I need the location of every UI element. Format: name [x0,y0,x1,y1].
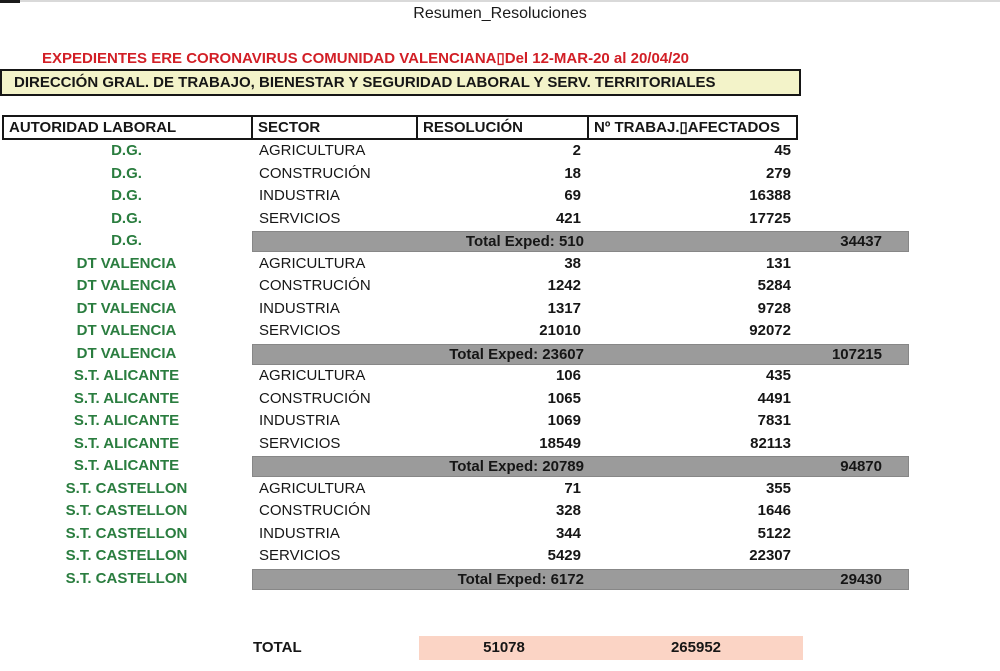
authority-cell: D.G. [111,187,142,204]
group-total-band [252,231,909,252]
resolucion-cell: 21010 [539,322,581,339]
sector-cell: SERVICIOS [259,209,341,227]
afectados-cell: 355 [765,479,791,497]
sector-cell: AGRICULTURA [259,367,366,384]
sector-cell: AGRICULTURA [259,479,366,497]
afectados-cell: 82113 [750,434,791,452]
top-left-mark [0,0,20,3]
table-row [0,253,1000,276]
page-title: Resumen_Resoluciones [413,5,587,22]
table-row [0,545,1000,568]
sector-cell: SERVICIOS [259,322,341,339]
group-total-afectados: 34437 [840,233,882,250]
afectados-cell: 131 [765,254,791,272]
grand-total-label: TOTAL [253,639,302,656]
authority-cell: DT VALENCIA [76,277,177,294]
resolucion-cell: 2 [572,142,581,159]
afectados-cell: 5284 [757,277,791,294]
sector-cell: SERVICIOS [259,434,341,452]
table-row [0,500,1000,523]
afectados-cell: 17725 [749,209,791,227]
afectados-cell: 5122 [757,524,791,542]
table-row [0,523,1000,546]
table-body [0,140,1000,590]
group-total-band [252,456,909,477]
authority-cell: S.T. ALICANTE [73,457,180,474]
table-row [0,410,1000,433]
header-trabajadores-afectados: Nº TRABAJ.▯AFECTADOS [587,115,798,140]
sector-cell: AGRICULTURA [259,254,366,272]
resolucion-cell: 71 [564,479,581,497]
sector-cell: INDUSTRIA [259,187,340,204]
sector-cell: CONSTRUCIÓN [259,164,371,182]
resolucion-cell: 328 [555,502,581,519]
authority-cell: S.T. CASTELLON [65,479,188,497]
group-total-row [0,343,1000,366]
table-row [0,185,1000,208]
top-edge-rule [0,0,1000,2]
group-total-afectados: 29430 [840,570,882,588]
afectados-cell: 435 [765,367,791,384]
group-total-row [0,568,1000,591]
authority-cell: S.T. CASTELLON [65,502,188,519]
resolucion-cell: 421 [555,209,581,227]
sector-cell: CONSTRUCIÓN [259,277,371,294]
authority-cell: S.T. ALICANTE [73,367,180,384]
table-row [0,163,1000,186]
authority-cell: D.G. [111,142,142,159]
authority-cell: D.G. [111,164,142,182]
sector-cell: CONSTRUCIÓN [259,502,371,519]
group-total-label: Total Exped: 6172 [457,570,584,588]
resolucion-cell: 18549 [539,434,581,452]
afectados-cell: 279 [765,164,791,182]
grand-total-band [419,636,803,660]
table-row [0,275,1000,298]
authority-cell: D.G. [111,232,142,249]
table-row [0,298,1000,321]
sector-cell: INDUSTRIA [259,299,340,317]
table-row [0,320,1000,343]
authority-cell: DT VALENCIA [76,322,177,339]
authority-cell: S.T. CASTELLON [65,569,188,587]
group-total-band [252,344,909,365]
header-resolucion: RESOLUCIÓN [416,115,589,140]
header-autoridad-laboral: AUTORIDAD LABORAL [2,115,253,140]
afectados-cell: 22307 [749,547,791,564]
grand-total-row [0,636,1000,660]
table-row [0,478,1000,501]
group-total-afectados: 107215 [831,345,882,363]
table-header-row [2,115,798,140]
group-total-label: Total Exped: 20789 [449,458,584,475]
sector-cell: INDUSTRIA [259,524,340,542]
resolucion-cell: 1317 [547,299,581,317]
authority-cell: S.T. ALICANTE [73,434,180,452]
group-total-row [0,230,1000,253]
report-heading: EXPEDIENTES ERE CORONAVIRUS COMUNIDAD VALENCIANA▯Del 12-MAR-20 al 20/04/20 [42,50,689,67]
grand-total-resoluciones: 51078 [483,639,525,656]
authority-cell: S.T. CASTELLON [65,524,188,542]
group-total-label: Total Exped: 23607 [449,345,584,363]
department-banner: DIRECCIÓN GRAL. DE TRABAJO, BIENESTAR Y SEGURIDAD LABORAL Y SERV. TERRITORIALES [0,69,801,96]
afectados-cell: 92072 [749,322,791,339]
afectados-cell: 1646 [757,502,791,519]
afectados-cell: 45 [774,142,791,159]
table-row [0,433,1000,456]
resolucion-cell: 344 [555,524,581,542]
authority-cell: S.T. ALICANTE [73,412,180,429]
sector-cell: INDUSTRIA [259,412,340,429]
afectados-cell: 4491 [757,389,791,407]
resolucion-cell: 106 [555,367,581,384]
authority-cell: DT VALENCIA [76,344,177,362]
table-row [0,208,1000,231]
afectados-cell: 9728 [757,299,791,317]
authority-cell: DT VALENCIA [76,299,177,317]
header-sector: SECTOR [251,115,418,140]
table-row [0,365,1000,388]
grand-total-afectados: 265952 [670,639,722,656]
group-total-row [0,455,1000,478]
resolucion-cell: 1242 [547,277,581,294]
resolucion-cell: 1065 [547,389,581,407]
resolucion-cell: 5429 [547,547,581,564]
afectados-cell: 16388 [749,187,791,204]
group-total-band [252,569,909,590]
table-row [0,388,1000,411]
resolucion-cell: 18 [564,164,581,182]
sector-cell: SERVICIOS [259,547,341,564]
authority-cell: S.T. CASTELLON [65,547,188,564]
resolucion-cell: 1069 [547,412,581,429]
group-total-label: Total Exped: 510 [465,233,584,250]
group-total-afectados: 94870 [840,458,882,475]
afectados-cell: 7831 [757,412,791,429]
authority-cell: D.G. [111,209,142,227]
table-row [0,140,1000,163]
authority-cell: DT VALENCIA [76,254,177,272]
authority-cell: S.T. ALICANTE [73,389,180,407]
sector-cell: CONSTRUCIÓN [259,389,371,407]
sector-cell: AGRICULTURA [259,142,366,159]
resolucion-cell: 38 [564,254,581,272]
resolucion-cell: 69 [564,187,581,204]
